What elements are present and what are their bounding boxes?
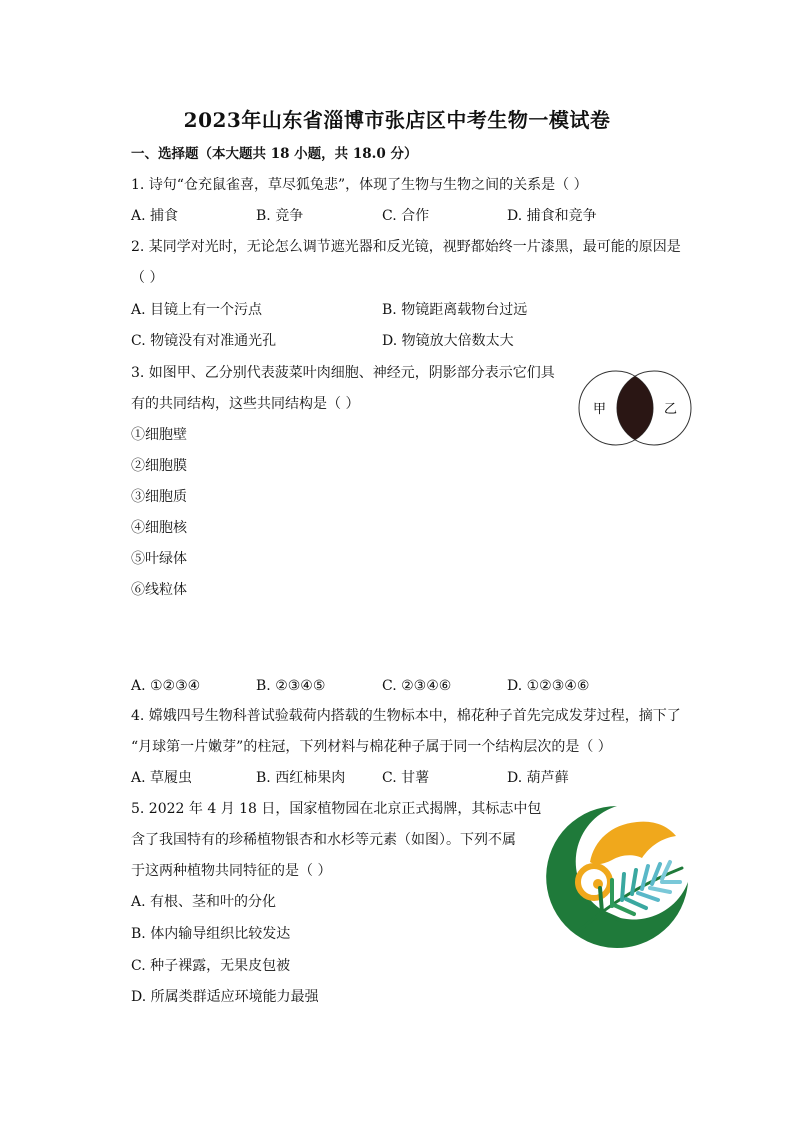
q3-option-d: D. ①②③④⑥ <box>507 678 590 694</box>
q4-option-b: B. 西红柿果肉 <box>256 770 346 786</box>
question-2-stem: 2. 某同学对光时，无论怎么调节遮光器和反光镜，视野都始终一片漆黑，最可能的原因是 <box>131 239 681 255</box>
venn-right-label: 乙 <box>664 402 678 417</box>
q3-item-2: ②细胞膜 <box>131 458 187 474</box>
q4-option-d: D. 葫芦藓 <box>507 770 569 786</box>
q3-item-5: ⑤叶绿体 <box>131 551 187 567</box>
national-botanical-garden-logo <box>542 802 692 952</box>
q2-option-d: D. 物镜放大倍数太大 <box>382 333 514 349</box>
section-heading: 一、选择题（本大题共 18 小题，共 18.0 分） <box>131 146 418 162</box>
question-2-stem-cont: （ ） <box>131 270 164 286</box>
q5-option-c: C. 种子裸露，无果皮包被 <box>131 958 291 974</box>
question-1-stem: 1. 诗句“仓充鼠雀喜，草尽狐兔悲”，体现了生物与生物之间的关系是（ ） <box>131 177 588 193</box>
question-5-stem-cont-2: 于这两种植物共同特征的是（ ） <box>131 863 332 879</box>
q3-option-c: C. ②③④⑥ <box>382 678 452 694</box>
question-5-stem-cont: 含了我国特有的珍稀植物银杏和水杉等元素（如图）。下列不属 <box>131 832 516 848</box>
q2-option-c: C. 物镜没有对准通光孔 <box>131 333 277 349</box>
q3-item-4: ④细胞核 <box>131 520 187 536</box>
page-title: 2023年山东省淄博市张店区中考生物一模试卷 <box>183 108 611 132</box>
q4-option-a: A. 草履虫 <box>131 770 193 786</box>
question-3-stem-cont: 有的共同结构，这些共同结构是（ ） <box>131 396 360 412</box>
venn-left-label: 甲 <box>593 402 607 417</box>
question-4-stem: 4. 嫦娥四号生物科普试验载荷内搭载的生物标本中，棉花种子首先完成发芽过程，摘下了 <box>131 708 681 724</box>
question-5-stem: 5. 2022 年 4 月 18 日，国家植物园在北京正式揭牌，其标志中包 <box>131 801 542 817</box>
q5-option-a: A. 有根、茎和叶的分化 <box>131 894 277 910</box>
q3-item-6: ⑥线粒体 <box>131 582 187 598</box>
q3-item-3: ③细胞质 <box>131 489 187 505</box>
q2-option-a: A. 目镜上有一个污点 <box>131 302 263 318</box>
logo-ginkgo-leaf <box>590 822 676 865</box>
q1-option-b: B. 竞争 <box>256 208 304 224</box>
venn-diagram <box>578 362 692 454</box>
q1-option-d: D. 捕食和竞争 <box>507 208 597 224</box>
q3-item-1: ①细胞壁 <box>131 427 187 443</box>
q4-option-c: C. 甘薯 <box>382 770 430 786</box>
q1-option-c: C. 合作 <box>382 208 430 224</box>
q3-option-b: B. ②③④⑤ <box>256 678 326 694</box>
q5-option-b: B. 体内输导组织比较发达 <box>131 926 291 942</box>
question-4-stem-cont: “月球第一片嫩芽”的柱冠，下列材料与棉花种子属于同一个结构层次的是（ ） <box>131 739 612 755</box>
q1-option-a: A. 捕食 <box>131 208 179 224</box>
q3-option-a: A. ①②③④ <box>131 678 201 694</box>
q2-option-b: B. 物镜距离载物台过远 <box>382 302 528 318</box>
q5-option-d: D. 所属类群适应环境能力最强 <box>131 989 319 1005</box>
question-3-stem: 3. 如图甲、乙分别代表菠菜叶肉细胞、神经元，阴影部分表示它们具 <box>131 365 555 381</box>
